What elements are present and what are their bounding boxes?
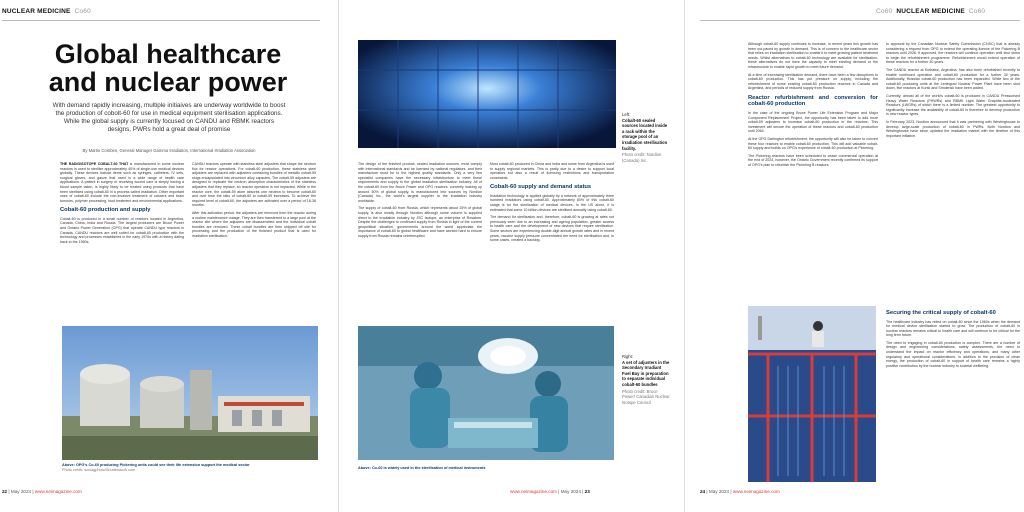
body-column-1 [358, 162, 482, 320]
paragraph: The need to engaging in cobalt-60 production is complex. There are a number of design and engineering considerations, safety assessments, the need to understand the impact on reactor efficiency and operations, and many other regulatory and operational considerations. In addition to the provision of clean energy, the production of cobalt-60 in support of health care remains a highly positive contribution by the nuclear industry to societal wellbeing. [886, 340, 1020, 368]
subheading: Reactor refurbishment and conversion for cobalt-60 production [748, 94, 878, 108]
paragraph: The supply of cobalt-60 from Russia, which represents about 25% of global supply, is also mostly through Nordion although some volume is supplied direct to the irradiation industry by JSC Isotope, an enterprise of Rosatom. Despite the challenges to continued supply from Russia in light of the current geopolitical situation, governments around the world appreciate the importance of cobalt-60 to global healthcare and have worked hard to ensure supply from Russia remains uninterrupted. [358, 206, 482, 238]
section-header [2, 8, 91, 15]
page-footer: 22 | May 2024 | www.neimagazine.com [2, 489, 82, 494]
storage-pool-photo [358, 40, 616, 148]
body-column-2 [490, 162, 614, 320]
caption-text: OPG's Co-60 producing Pickering units could see their life extension support the medical sector [75, 463, 250, 467]
adjusters-photo [748, 306, 876, 482]
section-name: NUCLEAR MEDICINE [896, 8, 965, 15]
body-column-2 [886, 42, 1020, 300]
photo-credit: Photo credit: Nordion (Canada) Inc. [622, 152, 662, 163]
page-number: 24 [700, 489, 706, 494]
paragraph: Although cobalt-60 supply continues to increase, in recent years this growth has been out-paced by growth in demand. This is of concern to the healthcare sector that relies on irradiation sterilisation to enable it to meet growing patient treatment needs. Whilst alternatives to cobalt-60 technology are available for sterilisation, these alternatives do not have the capacity to meet existing demand or the infrastructure to enable rapid growth to meet future demand. [748, 42, 878, 69]
paragraph: In the case of the ongoing Bruce Power Life Extension Program and Major Component Replacement Project, the opportunity has been taken to add more cobalt-59 adjusters to increase cobalt-60 production in the reactors. This investment will secure the operation of these reactors and cobalt-60 production until 2064. [748, 110, 878, 134]
reactor-photo [62, 326, 318, 460]
paragraph: At the OPG Darlington refurbishment, the opportunity will also be taken to convert these four reactors to enable cobalt-60 production. This will add valuable cobalt-60 supply and builds on OPG's experience of cobalt-60 production at Pickering. [748, 136, 878, 151]
magazine-page-right [696, 0, 1024, 512]
caption-label: Left: [622, 112, 631, 117]
paragraph: Irradiation technology is applied globally by a network of approximately three hundred irradiators using cobalt-60. Approximately 80% of this cobalt-60 usage is for the sterilisation of medical devices. In the US alone, it is estimated that some 10 billion devices are sterilised annually using cobalt-60. [490, 193, 614, 212]
header-rule [700, 20, 1020, 21]
paragraph: After this activation period, the adjusters are removed from the reactor during a routine maintenance outage. They are then transferred to a large pool at the reactor site where the adjusters are disassembled and the individual cobalt bundles are removed. These cobalt bundles are then shipped off site for processing and the production of the finished product that is used for irradiation sterilisation. [192, 210, 316, 238]
paragraph: to approval by the Canadian Nuclear Safety Commission (CNSC) that is already considering a request from OPG to extend the operating licence of the Pickering B reactors until 2026. If approved, the reactors will continue operation until shut down to begin the refurbishment programme. Refurbishment would extend operation of these reactors for a further 30 years. [886, 42, 1020, 65]
body-column-2 [192, 162, 316, 318]
magazine-url[interactable]: www.neimagazine.com [510, 489, 557, 494]
paragraph: The Pickering reactors have been scheduled to cease commercial operation at the end of 2024, however, the Ontario Government recently confirmed its support of OPG's plan to refurbish the Pickering B reactors. [748, 153, 878, 167]
page-footer: www.neimagazine.com | May 2024 | 23 [510, 489, 590, 494]
magazine-url[interactable]: www.neimagazine.com [732, 489, 780, 494]
article-standfirst: With demand rapidly increasing, multiple initiaives are underway worldwide to boost the production of cobolt-60 for use in medical equipment sterilisation applications. While the global supply is currently focused on CANDU and RBMK reactors designs, PWRs hold a great deal of promise [52, 102, 286, 133]
body-column-3 [886, 306, 1020, 482]
caption-text: A set of adjusters in the Secondary Irradiant Fuel Bay in preparation to separate individual cobalt-60 bundles [622, 359, 670, 387]
body-column-1 [60, 162, 184, 318]
magazine-page-left [0, 0, 326, 512]
caption-text: Co-60 is widely used in the sterilisation of medical instruments [371, 466, 486, 470]
paragraph: The CANDU reactor at Embalse, Argentina, has also been refurbished recently to enable continued operation and cobalt-60 production for a further 30 years. Additionally, Russian cobalt-60 production has been expanded. While two of the cobalt-60 producing units at the Leningrad Nuclear Power Plant have been shut down, five reactors at Kursk and Smolensk have been added. [886, 67, 1020, 91]
issue-date: May 2024 [10, 489, 32, 494]
photo-credit: Photo credit: sociagphoto/Shutterstock.com [62, 468, 136, 472]
issue-date: May 2024 [708, 489, 730, 494]
article-title: Global healthcare and nuclear power [48, 39, 288, 97]
section-sub: Co60 [968, 8, 986, 15]
section-name: NUCLEAR MEDICINE [2, 8, 71, 15]
paragraph: is manufactured in some nuclear reactors is used to sterilise approximately 40% of single-use medical devices globally. These devices include items such as syringes, catheters, IV sets, surgical gloves, and gauze that used in a wide range of health care applications. A patient in surgery or receiving wound care is simply having a blood sample taken, is highly likely to be treated using products that have been sterilised using cobalt-60 in a process called irradiation. Other important uses of cobalt-60 include the non-invasive treatment of cancers and brain tumours, polymer processing, food treatment and environmental applications. [60, 162, 184, 203]
subheading: Cobalt-60 supply and demand status [490, 184, 592, 191]
caption-text: Cobalt-60 sealed sources located inside a rack within the storage pool of an irradiation sterilisation facility. [622, 117, 668, 151]
subheading: Cobalt-60 production and supply [60, 207, 151, 214]
magazine-url[interactable]: www.neimagazine.com [34, 489, 82, 494]
paragraph: Most cobalt-60 produced in China and India and some from Argentina is used to supply regional markets. This is partly due to a desire to support local operators but also a result of licensing restrictions and transportation constraints. [490, 162, 614, 180]
header-rule [2, 20, 320, 21]
photo-credit: Photo credit: Bruce Power/ Canadian Nuclear Isotope Council [622, 388, 670, 405]
page-gutter [338, 0, 339, 512]
paragraph: CANDU reactors operate with stainless steel adjusters that shape the neutron flux for reactor operations. For cobalt-60 production, these stainless steel adjusters are replaced with adjusters containing bundles of metallic cobalt-59 slugs encapsulated into zirconium alloy capsules. The cobalt-59 adjusters are designed to replicate the neutron absorption characteristics of the stainless adjusters that they replace, so reactor operation is not impacted. While in the reactor core, the cobalt-59 atom absorbs one neutron to become cobalt-60 and over time the ratio of cobalt-60 to cobalt-59 increases. To achieve the required level of cobalt-60, the adjusters are activated over a period of 18-36 months. [192, 162, 316, 208]
caption-prefix: Above: [358, 466, 371, 470]
issue-date: May 2024 [560, 489, 581, 494]
paragraph: In February 2023, Nordion announced that it was partnering with Westinghouse to develop large-scale production of cobalt-60 in PWRs. Both Nordion and Westinghouse have since updated the irradiation market with the timeline of this important initiative. [886, 119, 1020, 138]
paragraph: At a time of increasing sterilisation demand, there have been a few disruptions to cobalt-60 production. This has put pressure on supply, including the refurbishment of some existing cobalt-60 production reactors in Canada and Argentina, and periods of reduced supply from Russia. [748, 72, 878, 91]
page-number: 23 [584, 489, 590, 494]
side-caption-left [622, 112, 670, 163]
page-number: 22 [2, 489, 8, 494]
photo-caption [62, 463, 318, 473]
section-sub: Co60 [74, 8, 91, 15]
surgery-photo [358, 326, 614, 460]
side-caption-right [622, 354, 670, 405]
caption-label: Right: [622, 354, 633, 359]
article-byline: By Martin Comben, General Manager Gamma Irradiation, International Irradiation Association [82, 148, 256, 153]
magazine-page-middle [350, 0, 670, 512]
section-sub: Co60 [876, 8, 893, 15]
paragraph: Cobalt-60 is produced in a small number of reactors located in Argentina, Canada, China, India and Russia. The largest producers are Bruce Power and Ontario Power Generation (OPG) that operate CANDU type reactors in Canada. CANDU reactors are well suited for cobalt-60 production with the technology and processes established in the early 1970s with a history dating back to the 1950s. [60, 216, 184, 244]
section-header [876, 8, 985, 15]
paragraph: The healthcare industry has relied on cobalt-60 since the 1960s when the demand for medical device sterilisation started to grow. The production of cobalt-60 in nuclear reactors remains critical to health care and will continue to be critical for the long term future. [886, 319, 1020, 338]
paragraph: The demand for sterilisation and, therefore, cobalt-60 is growing at rates not previously seen due to an increasing and ageing population, greater access to health care and the development of new devices that require sterilisation. Some sectors are experiencing double-digit annual growth rates and in recent years, vaccine supply pressure concentrated the need for sterilisation and, in some cases, created a backlog. [490, 215, 614, 243]
page-footer: 24 | May 2024 | www.neimagazine.com [700, 489, 780, 494]
paragraph: The design of the finished product, sealed irradiation sources, must comply with international standards and be licensed by national regulators, and their manufacture must be to the highest quality standards. Only a very few specialist companies have the necessary infrastructure to meet these requirements and supply to the global irradiation sterilisation industry. All of the cobalt-60 from the Bruce Power and OPG reactors, currently making up around 50% of global supply, is manufactured into sources by Nordion (Canada) Inc., the world's largest supplier to the irradiation industry worldwide. [358, 162, 482, 203]
lead-in: THE RADIOISOTOPE COBALT-60 THAT [60, 162, 129, 166]
page-gutter [684, 0, 685, 512]
paragraph: Currently, almost all of the world's cobalt-60 is produced in CANDU Pressurised Heavy Water Reactors (PHWRs) and RBMK Light Water Graphite-moderated Reactors (LWGRs) of which there is a limited number. The greatest opportunity to significantly increase the availability of cobalt-60 is therefore to develop production in new reactor types. [886, 93, 1020, 117]
caption-prefix: Above: [62, 463, 75, 467]
subheading: Securing the critical supply of cobalt-60 [886, 310, 996, 316]
photo-caption [358, 466, 614, 471]
